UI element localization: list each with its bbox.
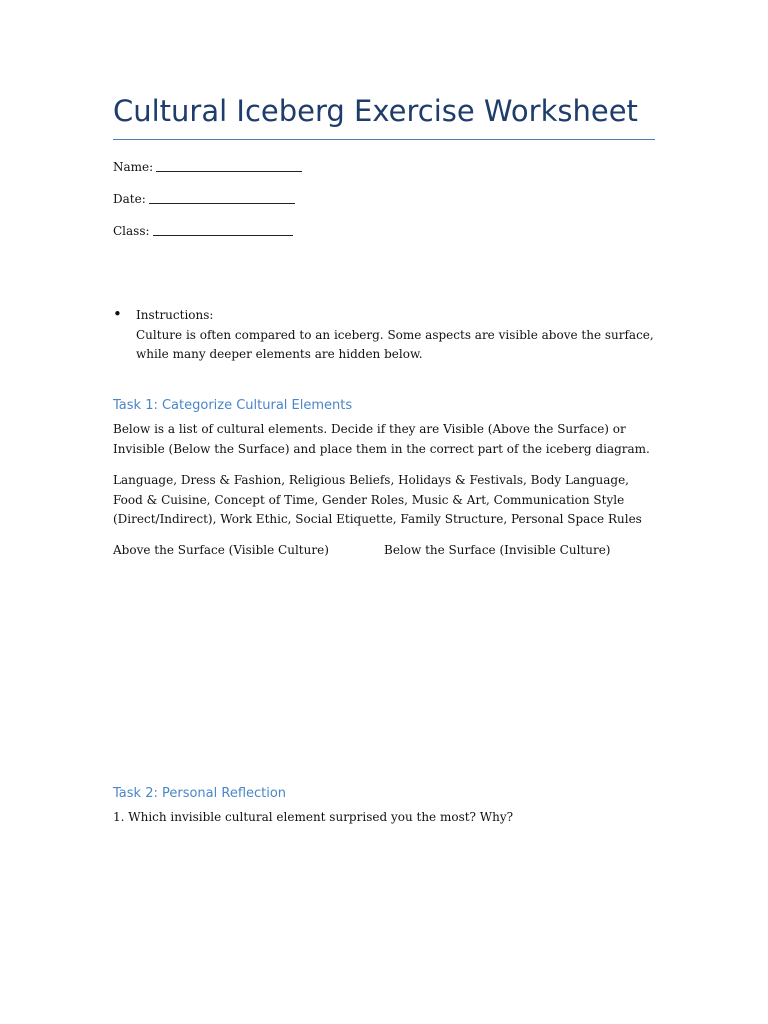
column-above-surface: Above the Surface (Visible Culture) <box>113 543 329 557</box>
instructions-label: Instructions: <box>136 308 214 322</box>
column-below-surface: Below the Surface (Invisible Culture) <box>384 543 611 557</box>
date-label: Date: <box>113 192 146 206</box>
class-field <box>113 224 293 238</box>
task1-heading: Task 1: Categorize Cultural Elements <box>113 398 353 413</box>
bullet-icon: • <box>113 305 122 323</box>
name-blank-line[interactable] <box>156 171 302 172</box>
date-blank-line[interactable] <box>149 203 295 204</box>
name-label: Name: <box>113 160 154 174</box>
task2-question-1: 1. Which invisible cultural element surprised you the most? Why? <box>113 810 514 824</box>
date-field <box>113 192 295 206</box>
class-label: Class: <box>113 224 150 238</box>
task1-description: Below is a list of cultural elements. Decide if they are Visible (Above the Surface) or Invisible (Below the Surface) and place them in the correct part of the iceberg diagram. <box>113 422 650 456</box>
task2-heading: Task 2: Personal Reflection <box>113 786 287 801</box>
task1-elements-list: Language, Dress & Fashion, Religious Beliefs, Holidays & Festivals, Body Language, Food & Cuisine, Concept of Time, Gender Roles, Music & Art, Communication Style (Direct/Indirect), Work Ethic, Social Etiquette, Family Structure, Personal Space Rules <box>113 473 642 526</box>
page-title: Cultural Iceberg Exercise Worksheet <box>113 94 638 128</box>
class-blank-line[interactable] <box>153 235 293 236</box>
name-field <box>113 160 302 174</box>
instructions-block <box>136 306 656 365</box>
title-divider <box>113 139 655 140</box>
instructions-text: Culture is often compared to an iceberg. Some aspects are visible above the surface, while many deeper elements are hidden below. <box>136 327 654 361</box>
